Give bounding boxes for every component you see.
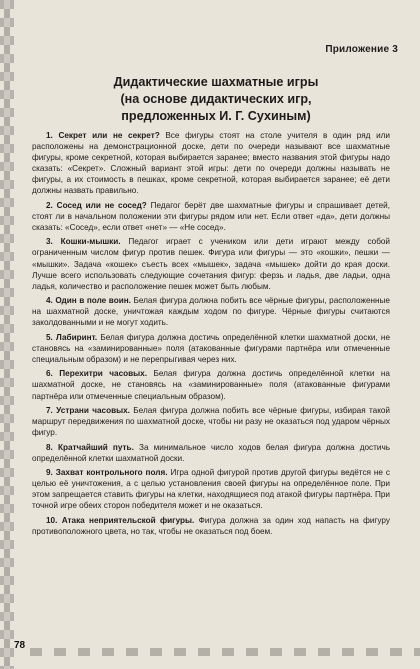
- game-paragraph-4: [32, 295, 390, 328]
- game-text-10: Фигура должна за один ход напасть на фигуру противоположного цвета, но так, чтобы не оказаться под боем.: [32, 516, 390, 537]
- game-heading-6: 6. Перехитри часовых.: [46, 369, 147, 379]
- game-paragraph-5: [32, 332, 390, 365]
- game-text-7: Белая фигура должна побить все чёрные фигуры, избирая такой маршрут передвижения по шахматной доске, чтобы ни разу не оказаться под ударом чёрных фигур.: [32, 406, 390, 438]
- game-text-6: Белая фигура должна достичь определённой клетки на шахматной доске, не становясь на «заминированные» поля (атакованные фигурами партнёра или отмеченные специальным образом).: [32, 369, 390, 401]
- game-heading-8: 8. Кратчайший путь.: [46, 442, 134, 452]
- title-line-1: Дидактические шахматные игры: [113, 75, 319, 89]
- game-text-8: За минимальное число ходов белая фигура должна достичь определённой клетки шахматной доски.: [32, 442, 390, 463]
- game-heading-10: 10. Атака неприятельской фигуры.: [46, 516, 195, 525]
- game-text-9: Игра одной фигурой против другой фигуры ведётся не с целью её уничтожения, а с целью установления своей фигуры на определённое поле. При этом запрещается ставить фигуры на клетки, находящиеся под атакой фигуры партнёра. При точной игре обеих сторон победителя может и не оказаться.: [32, 468, 390, 511]
- page-number: 78: [14, 640, 26, 651]
- game-text-1: Все фигуры стоят на столе учителя в один ряд или расположены на демонстрационной доске, дети по очереди называют все шахматные фигуры, кроме секретной, которая выбирается заранее; вместо названия этой фигуры надо сказать: «Секрет». Сложный вариант этой игры: дети по очереди должны называть не фигуры, а их стоимость в пешках, кроме секретной, которая выбирается заранее; её дети должны назвать правильно.: [32, 131, 390, 196]
- game-heading-3: 3. Кошки-мышки.: [46, 237, 121, 247]
- game-heading-1: 1. Секрет или не секрет?: [46, 131, 160, 140]
- title-line-3: предложенных И. Г. Сухиным): [121, 109, 311, 123]
- game-paragraph-8: [32, 442, 390, 464]
- title-line-2: (на основе дидактических игр,: [120, 92, 312, 106]
- game-text-5: Белая фигура должна достичь определённой клетки шахматной доски, не становясь на «заминированные» поля (атакованные фигурами партнёра или отмеченные специальным образом) и не перепрыгивая через них.: [32, 332, 390, 364]
- game-heading-9: 9. Захват контрольного поля.: [46, 468, 168, 478]
- game-paragraph-6: [32, 368, 390, 401]
- game-text-4: Белая фигура должна побить все чёрные фигуры, расположенные на шахматной доске, уничтожая каждым ходом по фигуре. Чёрные фигуры считаются заколдованными и не могут ходить.: [32, 296, 390, 328]
- games-list: [32, 130, 390, 541]
- game-heading-2: 2. Сосед или не сосед?: [46, 200, 147, 210]
- game-paragraph-7: [32, 405, 390, 438]
- game-heading-4: 4. Один в поле воин.: [46, 296, 131, 306]
- game-text-3: Педагог играет с учеником или дети играют между собой ограниченным числом фигур против пешек. Фигура или фигуры — это «кошки», пешки — «мышки». Задача «кошек» съесть всех «мышек», задача «мышек» дойти до края доски. Лучше всего использовать следующие сочетания фигур: ферзь и ладья, две ладьи, одна ладья, количество и расположение пешек может быть любым.: [32, 237, 391, 291]
- page-bottom-decoration: [30, 648, 420, 656]
- game-paragraph-10: [32, 515, 390, 537]
- game-text-2: Педагог берёт две шахматные фигуры и спрашивает детей, стоят ли в начальном положении эти фигуры рядом или нет. Если ответ «да», дети должны сказать: «Сосед», если ответ «нет» — «Не сосед».: [32, 200, 391, 232]
- page-edge-decoration-inner: [4, 0, 10, 669]
- game-paragraph-3: [32, 236, 390, 291]
- game-heading-5: 5. Лабиринт.: [46, 332, 98, 342]
- game-paragraph-9: [32, 467, 390, 511]
- appendix-label: Приложение 3: [325, 44, 398, 55]
- game-paragraph-1: [32, 130, 390, 196]
- game-heading-7: 7. Устрани часовых.: [46, 406, 130, 416]
- page-title: [60, 74, 372, 125]
- game-paragraph-2: [32, 200, 390, 233]
